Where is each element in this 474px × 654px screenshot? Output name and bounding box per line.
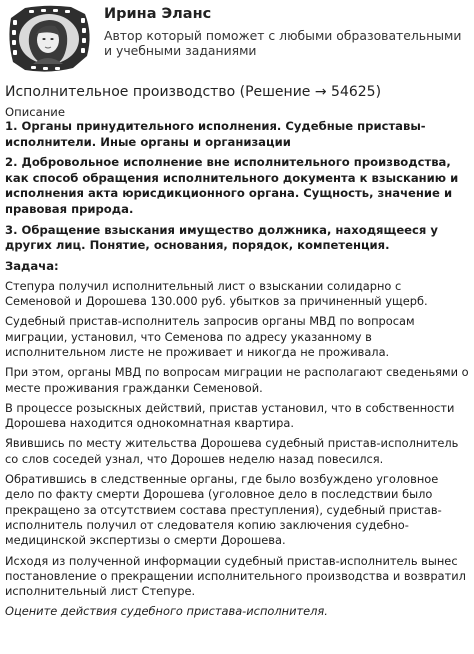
author-name: Ирина Эланс <box>104 6 212 22</box>
question-item: 3. Обращение взыскания имущество должника, находящееся у других лиц. Понятие, основания, порядок, компетенция. <box>5 222 438 253</box>
document-content <box>5 84 469 620</box>
question-item: 1. Органы принудительного исполнения. Судебные приставы-исполнители. Иные органы и организации <box>5 119 426 149</box>
author-header <box>0 0 474 80</box>
task-paragraph: Обратившись в следственные органы, где было возбуждено уголовное дело по факту смерти Дорошева (уголовное дело в последствии было прекращено за отсутствием состава преступления), судебный пристав-исполнитель получил от следователя копию заключения судебно-медицинской экспертизы о смерти Дорошева. <box>5 472 442 548</box>
author-description: Автор который поможет с любыми образовательными и учебными заданиями <box>104 28 462 58</box>
question-item: 2. Добровольное исполнение вне исполнительного производства, как способ обращения исполнительного документа к взысканию и исполнения акта юрисдикционного органа. Сущность, значение и правовая природа. <box>5 155 459 216</box>
task-label: Задача: <box>5 258 59 273</box>
portrait <box>29 20 67 64</box>
task-paragraph: Явившись по месту жительства Дорошева судебный пристав-исполнитель со слов соседей узнал, что Дорошев неделю назад повесился. <box>5 436 459 466</box>
author-avatar <box>5 4 93 74</box>
document-title: Исполнительное производство (Решение → 54625) <box>5 84 382 100</box>
task-paragraph: Судебный пристав-исполнитель запросив органы МВД по вопросам миграции, установил, что Семенова по адресу указанному в исполнительном листе не проживает и никогда не проживала. <box>5 314 415 359</box>
task-closing: Оцените действия судебного пристава-исполнителя. <box>5 604 328 619</box>
task-paragraph: В процессе розыскных действий, пристав установил, что в собственности Дорошева находится однокомнатная квартира. <box>5 400 455 431</box>
description-label: Описание <box>5 105 65 119</box>
task-paragraph: Исходя из полученной информации судебный пристав-исполнитель вынес постановление о прекращении исполнительного производства и возвратил исполнительный лист Степуре. <box>5 553 466 599</box>
task-paragraph: При этом, органы МВД по вопросам миграции не располагают сведеньями о месте проживания гражданки Семеновой. <box>5 365 469 395</box>
task-paragraph: Степура получил исполнительный лист о взыскании солидарно с Семеновой и Дорошева 130.000 руб. убытков за причиненный ущерб. <box>5 278 428 309</box>
